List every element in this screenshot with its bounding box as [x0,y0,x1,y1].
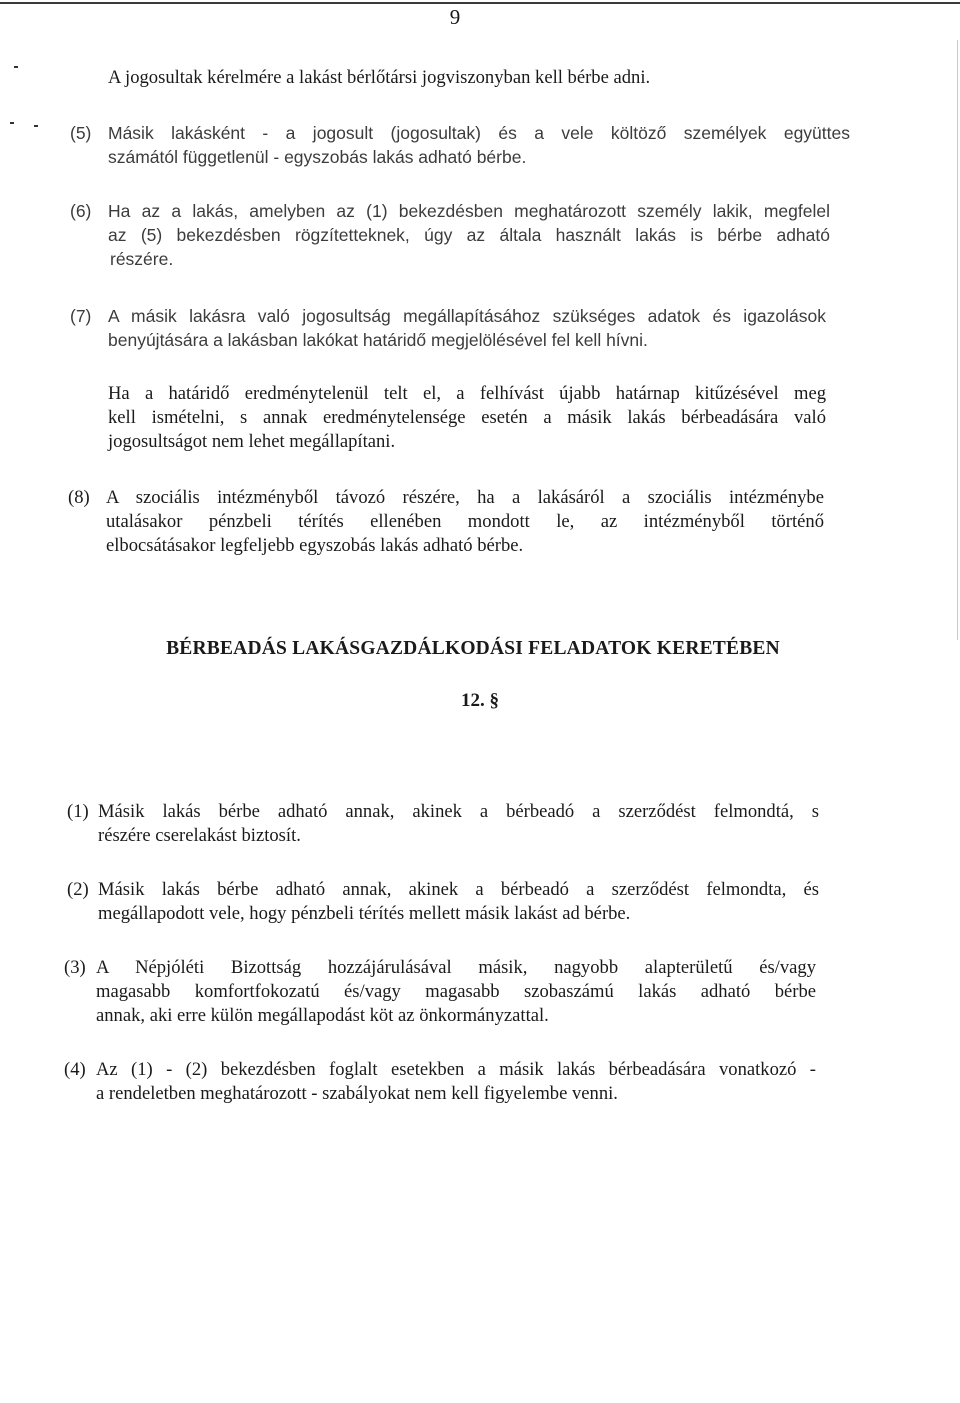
scan-speck [14,66,18,68]
paragraph-line: A jogosultak kérelmére a lakást bérlőtársi jogviszonyban kell bérbe adni. [108,67,651,88]
scan-speck [10,122,14,124]
paragraph-line: részére cserelakást biztosít. [98,825,301,846]
chapter-heading-text: BÉRBEADÁS LAKÁSGAZDÁLKODÁSI FELADATOK KERETÉBEN [166,638,780,659]
paragraph-line: A másik lakásra való jogosultság megállapításához szükséges adatok és igazolások [108,306,826,326]
section-paragraph-2 [67,878,819,926]
paragraph-line: Az (1) - (2) bekezdésben foglalt esetekben a másik lakás bérbeadására vonatkozó - [96,1059,816,1080]
paragraph-number: (8) [68,487,90,508]
paragraph-number: (1) [67,801,89,822]
paragraph-number: (6) [70,201,92,221]
paragraph-line: kell ismételni, s annak eredménytelensége esetén a másik lakás bérbeadására való [108,407,826,428]
paragraph-number: (7) [70,306,92,326]
paragraph-number: (4) [64,1059,86,1080]
paragraph-line: számától függetlenül - egyszobás lakás adható bérbe. [108,147,527,167]
paragraph-line: magasabb komfortfokozatú és/vagy magasabb szobaszámú lakás adható bérbe [96,981,816,1002]
scan-border-right [957,40,958,640]
paragraph-7 [70,304,826,352]
paragraph-8 [68,486,824,558]
paragraph-line: az (5) bekezdésben rögzítetteknek, úgy az általa használt lakás is bérbe adható [108,225,830,245]
paragraph-line: Ha a határidő eredménytelenül telt el, a felhívást újabb határnap kitűzésével meg [108,383,826,404]
paragraph-line: Másik lakás bérbe adható annak, akinek a bérbeadó a szerződést felmondta, és [98,879,819,900]
paragraph-7-continuation [108,382,826,454]
paragraph-line: benyújtására a lakásban lakókat határidő megjelölésével fel kell hívni. [108,330,648,350]
section-paragraph-4 [64,1058,816,1106]
paragraph-line: annak, aki erre külön megállapodást köt az önkormányzattal. [96,1005,549,1026]
paragraph-line: jogosultságot nem lehet megállapítani. [108,431,396,452]
paragraph-line: részére. [110,249,174,269]
paragraph-line: utalásakor pénzbeli térítés ellenében mondott le, az intézményből történő [106,511,824,532]
paragraph-line: A szociális intézményből távozó részére, ha a lakásáról a szociális intézménybe [106,487,824,508]
paragraph-5 [70,121,850,169]
paragraph-line: megállapodott vele, hogy pénzbeli térítés mellett másik lakást ad bérbe. [98,903,631,924]
paragraph-number: (5) [70,123,92,143]
chapter-heading [0,638,960,660]
paragraph-line: Másik lakásként - a jogosult (jogosultak) és a vele költöző személyek együttes [108,123,850,143]
paragraph-line: elbocsátásakor legfeljebb egyszobás lakás adható bérbe. [106,535,524,556]
paragraph-4-end [108,66,650,90]
paragraph-line: Másik lakás bérbe adható annak, akinek a bérbeadó a szerződést felmondtá, s [98,801,819,822]
page-number: 9 [449,5,461,29]
section-paragraph-3 [64,956,816,1028]
section-paragraph-1 [67,800,819,848]
paragraph-6 [70,199,830,271]
section-number-text: 12. § [461,690,499,711]
paragraph-line: A Népjóléti Bizottság hozzájárulásával másik, nagyobb alapterületű és/vagy [96,957,816,978]
paragraph-line: Ha az a lakás, amelyben az (1) bekezdésben meghatározott személy lakik, megfelel [108,201,830,221]
paragraph-line: a rendeletben meghatározott - szabályokat nem kell figyelembe venni. [96,1083,618,1104]
paragraph-number: (2) [67,879,89,900]
paragraph-number: (3) [64,957,86,978]
section-number [0,690,960,712]
scan-speck [34,125,38,127]
scan-border-top [0,2,960,4]
